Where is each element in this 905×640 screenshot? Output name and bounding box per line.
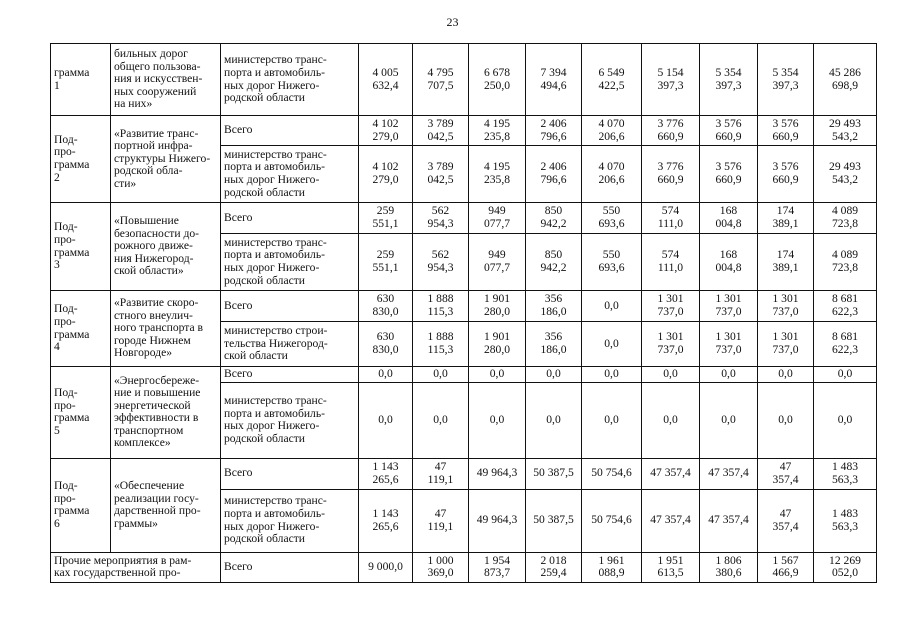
value-cell: 47 357,4 — [642, 458, 700, 489]
subprogram-title: «Развитие транс- портной инфра- структуры Нижего- родской обла- сти» — [111, 116, 221, 203]
value-cell: 1 567 466,9 — [758, 552, 814, 582]
value-cell: 1 301 737,0 — [642, 322, 700, 367]
value-cell: 1 000 369,0 — [413, 552, 469, 582]
value-cell: 0,0 — [642, 367, 700, 383]
value-cell: 50 754,6 — [582, 489, 642, 552]
value-cell: 0,0 — [469, 382, 526, 458]
value-cell: 0,0 — [526, 367, 582, 383]
table-row — [51, 44, 877, 116]
value-cell: 0,0 — [526, 382, 582, 458]
value-cell: 7 394 494,6 — [526, 44, 582, 116]
value-cell: 3 789 042,5 — [413, 116, 469, 146]
value-cell: 2 406 796,6 — [526, 146, 582, 203]
executor-cell: Всего — [221, 458, 359, 489]
value-cell: 0,0 — [359, 367, 413, 383]
value-cell: 174 389,1 — [758, 203, 814, 234]
executor-cell: Всего — [221, 116, 359, 146]
total-cell: 4 089 723,8 — [814, 234, 877, 291]
value-cell: 1 901 280,0 — [469, 291, 526, 322]
total-cell: 1 483 563,3 — [814, 458, 877, 489]
value-cell: 47 357,4 — [758, 458, 814, 489]
value-cell: 1 954 873,7 — [469, 552, 526, 582]
value-cell: 168 004,8 — [700, 234, 758, 291]
value-cell: 0,0 — [413, 367, 469, 383]
value-cell: 1 901 280,0 — [469, 322, 526, 367]
value-cell: 259 551,1 — [359, 203, 413, 234]
table-row — [51, 203, 877, 234]
value-cell: 4 102 279,0 — [359, 146, 413, 203]
value-cell: 0,0 — [758, 382, 814, 458]
executor-cell: министерство транс- порта и автомобиль- ных дорог Нижего- родской области — [221, 44, 359, 116]
total-cell: 0,0 — [814, 382, 877, 458]
page-number: 23 — [446, 15, 459, 29]
total-cell: 8 681 622,3 — [814, 291, 877, 322]
value-cell: 1 961 088,9 — [582, 552, 642, 582]
value-cell: 174 389,1 — [758, 234, 814, 291]
value-cell: 949 077,7 — [469, 234, 526, 291]
value-cell: 259 551,1 — [359, 234, 413, 291]
value-cell: 0,0 — [582, 367, 642, 383]
value-cell: 4 795 707,5 — [413, 44, 469, 116]
total-cell: 45 286 698,9 — [814, 44, 877, 116]
value-cell: 4 070 206,6 — [582, 116, 642, 146]
value-cell: 1 301 737,0 — [758, 322, 814, 367]
executor-cell: Всего — [221, 291, 359, 322]
value-cell: 1 143 265,6 — [359, 489, 413, 552]
value-cell: 0,0 — [413, 382, 469, 458]
value-cell: 356 186,0 — [526, 291, 582, 322]
value-cell: 3 576 660,9 — [700, 146, 758, 203]
value-cell: 1 951 613,5 — [642, 552, 700, 582]
value-cell: 574 111,0 — [642, 234, 700, 291]
table-row — [51, 458, 877, 489]
value-cell: 5 154 397,3 — [642, 44, 700, 116]
subprogram-title: «Развитие скоро- стного внеулич- ного транспорта в городе Нижнем Новгороде» — [111, 291, 221, 367]
value-cell: 0,0 — [642, 382, 700, 458]
value-cell: 3 776 660,9 — [642, 116, 700, 146]
value-cell: 1 301 737,0 — [700, 322, 758, 367]
subprogram-label: Под- про- грамма 5 — [51, 367, 111, 459]
value-cell: 5 354 397,3 — [700, 44, 758, 116]
value-cell: 47 119,1 — [413, 458, 469, 489]
total-cell: 0,0 — [814, 367, 877, 383]
total-cell: 4 089 723,8 — [814, 203, 877, 234]
value-cell: 3 576 660,9 — [758, 146, 814, 203]
total-cell: 29 493 543,2 — [814, 146, 877, 203]
value-cell: 3 789 042,5 — [413, 146, 469, 203]
value-cell: 949 077,7 — [469, 203, 526, 234]
value-cell: 0,0 — [700, 367, 758, 383]
other-activities-title: Прочие мероприятия в рам- ках государственной про- — [51, 552, 221, 582]
value-cell: 1 301 737,0 — [758, 291, 814, 322]
value-cell: 550 693,6 — [582, 203, 642, 234]
value-cell: 47 357,4 — [758, 489, 814, 552]
value-cell: 0,0 — [582, 382, 642, 458]
value-cell: 168 004,8 — [700, 203, 758, 234]
subprogram-label: Под- про- грамма 6 — [51, 458, 111, 552]
total-cell: 12 269 052,0 — [814, 552, 877, 582]
value-cell: 550 693,6 — [582, 234, 642, 291]
value-cell: 1 143 265,6 — [359, 458, 413, 489]
value-cell: 0,0 — [758, 367, 814, 383]
total-cell: 1 483 563,3 — [814, 489, 877, 552]
value-cell: 9 000,0 — [359, 552, 413, 582]
value-cell: 0,0 — [700, 382, 758, 458]
subprogram-title: «Энергосбереже- ние и повышение энергетической эффективности в транспортном комплексе» — [111, 367, 221, 459]
value-cell: 3 776 660,9 — [642, 146, 700, 203]
value-cell: 0,0 — [469, 367, 526, 383]
executor-cell: министерство транс- порта и автомобиль- ных дорог Нижего- родской области — [221, 382, 359, 458]
value-cell: 4 195 235,8 — [469, 146, 526, 203]
value-cell: 5 354 397,3 — [758, 44, 814, 116]
total-cell: 8 681 622,3 — [814, 322, 877, 367]
value-cell: 1 888 115,3 — [413, 322, 469, 367]
executor-cell: Всего — [221, 367, 359, 383]
executor-cell: министерство транс- порта и автомобиль- ных дорог Нижего- родской области — [221, 489, 359, 552]
table-row — [51, 367, 877, 383]
value-cell: 356 186,0 — [526, 322, 582, 367]
value-cell: 6 549 422,5 — [582, 44, 642, 116]
table-row — [51, 116, 877, 146]
value-cell: 50 754,6 — [582, 458, 642, 489]
value-cell: 47 357,4 — [700, 458, 758, 489]
value-cell: 2 406 796,6 — [526, 116, 582, 146]
value-cell: 1 301 737,0 — [642, 291, 700, 322]
value-cell: 49 964,3 — [469, 489, 526, 552]
executor-cell: Всего — [221, 552, 359, 582]
value-cell: 630 830,0 — [359, 291, 413, 322]
value-cell: 562 954,3 — [413, 234, 469, 291]
subprogram-label: Под- про- грамма 4 — [51, 291, 111, 367]
value-cell: 50 387,5 — [526, 489, 582, 552]
value-cell: 0,0 — [582, 322, 642, 367]
total-cell: 29 493 543,2 — [814, 116, 877, 146]
subprogram-label: Под- про- грамма 2 — [51, 116, 111, 203]
value-cell: 2 018 259,4 — [526, 552, 582, 582]
executor-cell: Всего — [221, 203, 359, 234]
subprogram-label: грамма 1 — [51, 44, 111, 116]
subprogram-label: Под- про- грамма 3 — [51, 203, 111, 291]
value-cell: 6 678 250,0 — [469, 44, 526, 116]
budget-table — [50, 43, 877, 583]
value-cell: 1 888 115,3 — [413, 291, 469, 322]
value-cell: 4 102 279,0 — [359, 116, 413, 146]
value-cell: 3 576 660,9 — [758, 116, 814, 146]
value-cell: 4 195 235,8 — [469, 116, 526, 146]
table-row-other — [51, 552, 877, 582]
value-cell: 47 357,4 — [642, 489, 700, 552]
executor-cell: министерство строи- тельства Нижегород- ской области — [221, 322, 359, 367]
value-cell: 47 119,1 — [413, 489, 469, 552]
value-cell: 850 942,2 — [526, 234, 582, 291]
table-body — [51, 44, 877, 583]
value-cell: 47 357,4 — [700, 489, 758, 552]
executor-cell: министерство транс- порта и автомобиль- ных дорог Нижего- родской области — [221, 146, 359, 203]
executor-cell: министерство транс- порта и автомобиль- ных дорог Нижего- родской области — [221, 234, 359, 291]
subprogram-title: бильных дорог общего пользова- ния и искусствен- ных сооружений на них» — [111, 44, 221, 116]
value-cell: 4 070 206,6 — [582, 146, 642, 203]
value-cell: 49 964,3 — [469, 458, 526, 489]
subprogram-title: «Повышение безопасности до- рожного движе- ния Нижегород- ской области» — [111, 203, 221, 291]
value-cell: 562 954,3 — [413, 203, 469, 234]
value-cell: 1 301 737,0 — [700, 291, 758, 322]
value-cell: 1 806 380,6 — [700, 552, 758, 582]
value-cell: 850 942,2 — [526, 203, 582, 234]
value-cell: 0,0 — [359, 382, 413, 458]
value-cell: 0,0 — [582, 291, 642, 322]
value-cell: 4 005 632,4 — [359, 44, 413, 116]
value-cell: 574 111,0 — [642, 203, 700, 234]
value-cell: 630 830,0 — [359, 322, 413, 367]
subprogram-title: «Обеспечение реализации госу- дарственной про- граммы» — [111, 458, 221, 552]
value-cell: 50 387,5 — [526, 458, 582, 489]
value-cell: 3 576 660,9 — [700, 116, 758, 146]
table-row — [51, 291, 877, 322]
